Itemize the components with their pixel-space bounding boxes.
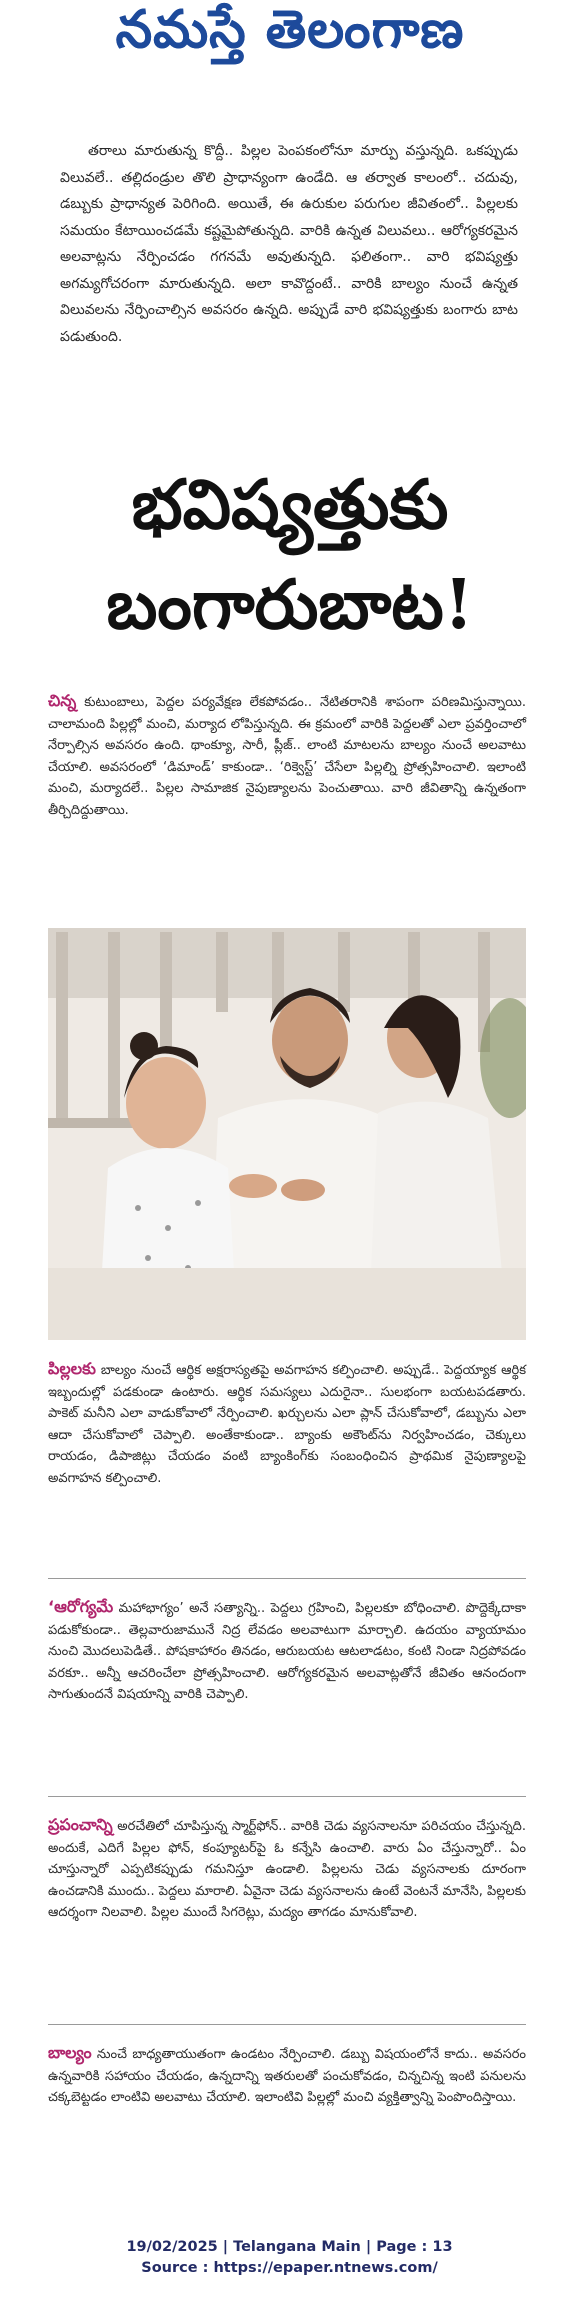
section-body: కుటుంబాలు, పెద్దల పర్యవేక్షణ లేకపోవడం.. నేటితరానికి శాపంగా పరిణమిస్తున్నాయి. చాలామంది పిల్లల్లో మంచి, మర్యాద లోపిస్తున్నది. ఈ క్రమంలో వారికి పెద్దలతో ఎలా ప్రవర్తించాలో నేర్పాల్సిన అవసరం ఉంది. థాంక్యూ, సారీ, ప్లీజ్.. లాంటి మాటలను బాల్యం నుంచే అలవాటు చేయాలి. అవసరంలో ‘డిమాండ్’ కాకుండా.. ‘రిక్వెస్ట్’ చేసేలా పిల్లల్ని ప్రోత్సహించాలి. ఇలాంటి మంచి, మర్యాదలే.. పిల్లల సామాజిక నైపుణ్యాలను పెంచుతాయి. వారి జీవితాన్ని ఉన్నతంగా తీర్చిదిద్దుతాయి. xyxy=(48,695,526,818)
section-body: అరచేతిలో చూపిస్తున్న స్మార్ట్‌ఫోన్.. వారికి చెడు వ్యసనాలనూ పరిచయం చేస్తున్నది. అందుకే, ఎదిగే పిల్లల ఫోన్, కంప్యూటర్‌పై ఓ కన్నేసి ఉంచాలి. వారు ఏం చేస్తున్నారో.. ఏం చూస్తున్నారో ఎప్పటికప్పుడు గమనిస్తూ ఉండాలి. పిల్లలను చెడు వ్యసనాలకు దూరంగా ఉంచడానికి ముందు.. పెద్దలు మారాలి. ఏవైనా చెడు వ్యసనాలను ఉంటే వెంటనే మానేసి, పిల్లలకు ఆదర్శంగా నిలవాలి. పిల్లల ముందే సిగరెట్లు, మద్యం తాగడం మానుకోవాలి. xyxy=(48,1819,526,1920)
section-health xyxy=(48,1596,526,1706)
section-divider xyxy=(48,2024,526,2025)
section-body: బాల్యం నుంచే ఆర్థిక అక్షరాస్యతపై అవగాహన కల్పించాలి. అప్పుడే.. పెద్దయ్యాక ఆర్థిక ఇబ్బందుల్లో పడకుండా ఉంటారు. ఆర్థిక సమస్యలు ఎదురైనా.. సులభంగా బయటపడతారు. పాకెట్ మనీని ఎలా వాడుకోవాలో నేర్పించాలి. ఖర్చులను ఎలా ప్లాన్ చేసుకోవాలో, డబ్బును ఎలా ఆదా చేసుకోవాలో చెప్పాలి. అంతేకాకుండా.. బ్యాంకు అకౌంట్‌ను నిర్వహించడం, చెక్కులు రాయడం, డిపాజిట్లు చేయడం వంటి బ్యాంకింగ్‌కు సంబంధించిన ప్రాథమిక నైపుణ్యాలపై అవగాహన కల్పించాలి. xyxy=(48,1363,526,1486)
section-body: నుంచే బాధ్యతాయుతంగా ఉండటం నేర్పించాలి. డబ్బు విషయంలోనే కాదు.. అవసరం ఉన్నవారికి సహాయం చేయడం, ఉన్నదాన్ని ఇతరులతో పంచుకోవడం, చిన్నచిన్న ఇంటి పనులను చక్కబెట్టడం లాంటివి అలవాటు చేయాలి. ఇలాంటివి పిల్లల్లో మంచి వ్యక్తిత్వాన్ని పెంపొందిస్తాయి. xyxy=(48,2047,526,2105)
headline xyxy=(40,455,540,655)
section-lead: ‘ఆరోగ్యమే xyxy=(48,1597,114,1616)
section-lead: చిన్న xyxy=(48,691,77,710)
masthead-title: నమస్తే తెలంగాణ xyxy=(115,0,465,60)
section-manners xyxy=(48,690,526,821)
section-responsibility xyxy=(48,2042,526,2109)
headline-line-1: భవిష్యత్తుకు xyxy=(131,465,449,545)
section-divider xyxy=(48,1796,526,1797)
section-lead: బాల్యం xyxy=(48,2043,92,2062)
intro-paragraph: తరాలు మారుతున్న కొద్దీ.. పిల్లల పెంపకంలోనూ మార్పు వస్తున్నది. ఒకప్పుడు విలువలే.. తల్లిదండ్రుల తొలి ప్రాధాన్యంగా ఉండేది. ఆ తర్వాత కాలంలో.. చదువు, డబ్బుకు ప్రాధాన్యత పెరిగింది. అయితే, ఈ ఉరుకుల పరుగుల జీవితంలో.. పిల్లలకు సమయం కేటాయించడమే కష్టమైపోతున్నది. వారికి ఉన్నత విలువలు.. ఆరోగ్యకరమైన అలవాట్లను నేర్పించడం గగనమే అవుతున్నది. ఫలితంగా.. వారి భవిష్యత్తు అగమ్యగోచరంగా మారుతున్నది. అలా కావొద్దంటే.. వారికి బాల్యం నుంచే ఉన్నత విలువలను నేర్పించాల్సిన అవసరం ఉన్నది. అప్పుడే వారి భవిష్యత్తుకు బంగారు బాట పడుతుంది. xyxy=(60,143,518,345)
section-divider xyxy=(48,1578,526,1579)
section-finance xyxy=(48,1358,526,1489)
section-addictions xyxy=(48,1814,526,1924)
headline-line-2: బంగారుబాట! xyxy=(106,565,474,645)
section-body: మహాభాగ్యం’ అనే సత్యాన్ని.. పెద్దలు గ్రహించి, పిల్లలకూ బోధించాలి. పొద్దెక్కేదాకా పడుకోకుండా.. తెల్లవారుజామునే నిద్ర లేవడం అలవాటుగా మార్చాలి. ఉదయం వ్యాయామం నుంచి మొదలుపెడితే.. పోషకాహారం తినడం, ఆరుబయట ఆటలాడటం, కంటి నిండా నిద్రపోవడం వరకూ.. అన్నీ ఆచరించేలా ప్రోత్సహించాలి. ఆరోగ్యకరమైన అలవాట్లతోనే జీవితం ఆనందంగా సాగుతుందనే విషయాన్ని వారికి చెప్పాలి. xyxy=(48,1601,526,1702)
section-lead: పిల్లలకు xyxy=(48,1359,96,1378)
family-photo xyxy=(48,928,526,1340)
footer-source-line: Source : https://epaper.ntnews.com/ xyxy=(141,2260,438,2276)
section-lead: ప్రపంచాన్ని xyxy=(48,1815,113,1834)
footer-date-line: 19/02/2025 | Telangana Main | Page : 13 xyxy=(126,2239,453,2255)
